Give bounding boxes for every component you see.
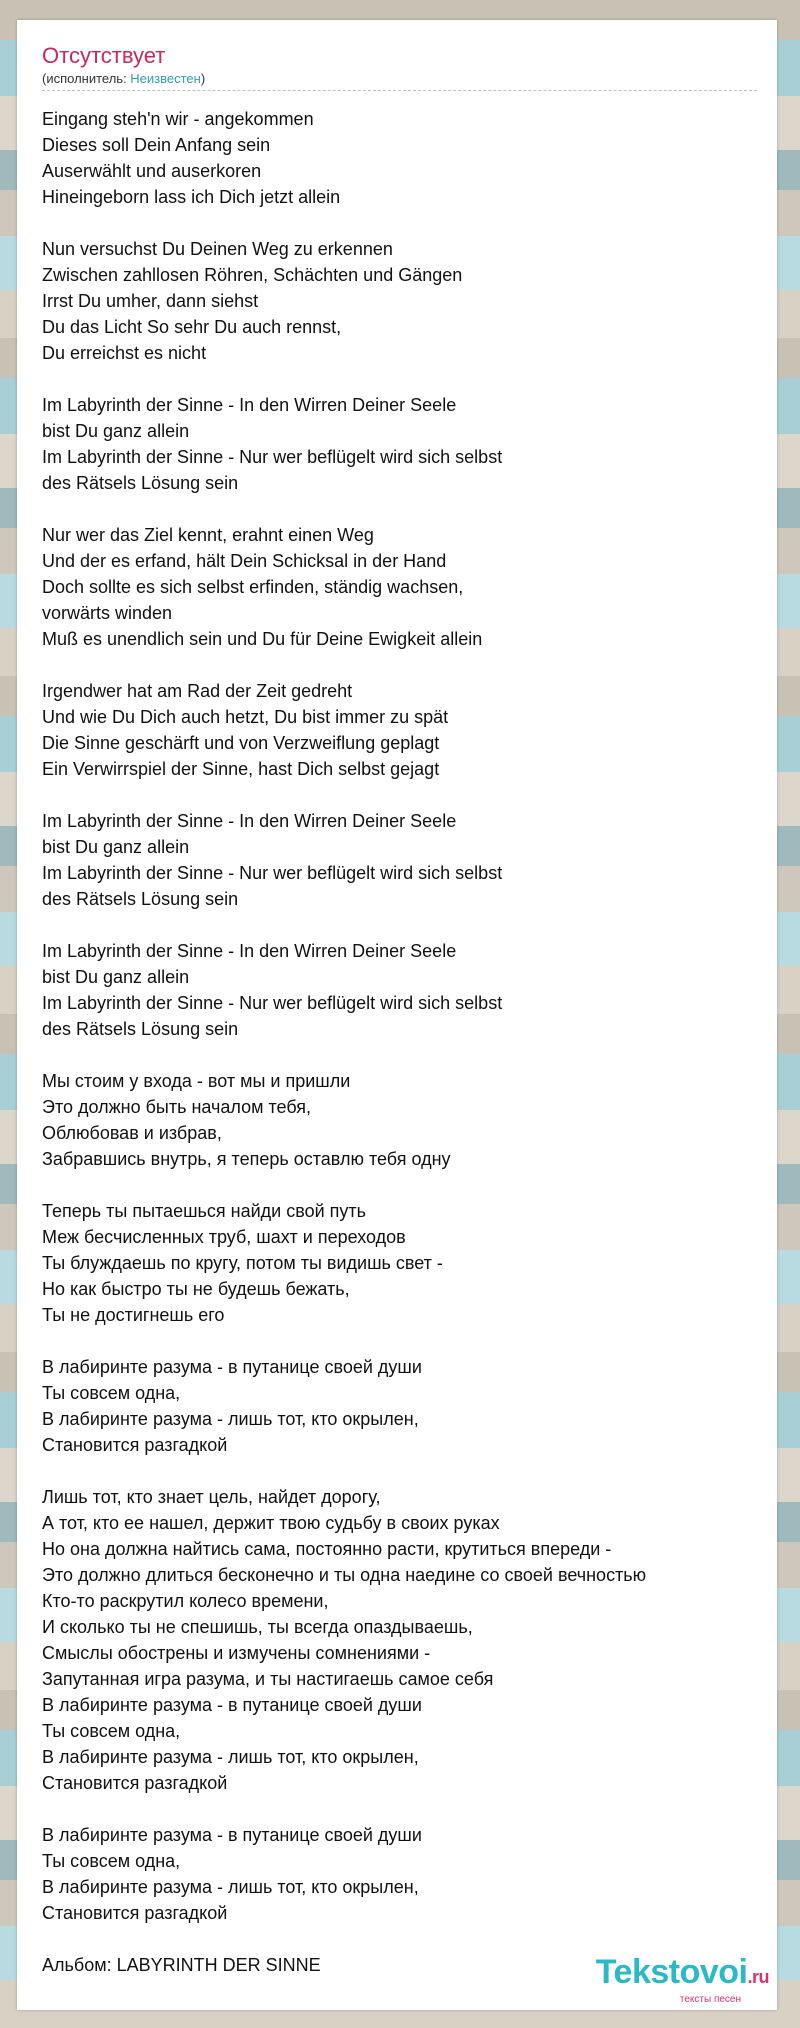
lyric-line: Im Labyrinth der Sinne - In den Wirren Deiner Seele — [42, 395, 457, 415]
lyric-line: Теперь ты пытаешься найди свой путь — [42, 1201, 366, 1221]
lyric-line: Eingang steh'n wir - angekommen — [42, 109, 314, 129]
lyric-line: Смыслы обострены и измучены сомнениями - — [42, 1643, 431, 1663]
lyric-line: des Rätsels Lösung sein — [42, 473, 239, 493]
stanza-break — [42, 1172, 762, 1198]
album-label: Альбом: — [42, 1955, 117, 1975]
artist-link[interactable]: Неизвестен — [130, 71, 201, 86]
lyric-line: Du das Licht So sehr Du auch rennst, — [42, 317, 342, 337]
lyric-line: Это должно быть началом тебя, — [42, 1097, 312, 1117]
lyric-line: Im Labyrinth der Sinne - Nur wer beflügelt wird sich selbst — [42, 993, 503, 1013]
lyric-line: Ты не достигнешь его — [42, 1305, 225, 1325]
lyric-line: Но как быстро ты не будешь бежать, — [42, 1279, 350, 1299]
lyric-line: В лабиринте разума - в путанице своей души — [42, 1695, 422, 1715]
lyric-line: В лабиринте разума - лишь тот, кто окрылен, — [42, 1409, 419, 1429]
song-header — [42, 42, 757, 91]
lyric-line: В лабиринте разума - лишь тот, кто окрылен, — [42, 1747, 419, 1767]
lyric-line: Ты блуждаешь по кругу, потом ты видишь свет - — [42, 1253, 443, 1273]
lyric-line: Меж бесчисленных труб, шахт и переходов — [42, 1227, 406, 1247]
lyric-line: Muß es unendlich sein und Du für Deine Ewigkeit allein — [42, 629, 483, 649]
lyric-line: Und der es erfand, hält Dein Schicksal in der Hand — [42, 551, 447, 571]
lyric-line: В лабиринте разума - лишь тот, кто окрылен, — [42, 1877, 419, 1897]
lyric-line: Im Labyrinth der Sinne - Nur wer beflügelt wird sich selbst — [42, 447, 503, 467]
lyric-line: Im Labyrinth der Sinne - In den Wirren Deiner Seele — [42, 811, 457, 831]
lyric-line: Кто-то раскрутил колесо времени, — [42, 1591, 329, 1611]
lyric-line: Это должно длиться бесконечно и ты одна наедине со своей вечностью — [42, 1565, 647, 1585]
lyric-line: Становится разгадкой — [42, 1435, 228, 1455]
stanza-break — [42, 652, 762, 678]
lyric-line: Im Labyrinth der Sinne - Nur wer beflügelt wird sich selbst — [42, 863, 503, 883]
site-logo[interactable] — [596, 1955, 769, 2006]
lyric-line: vorwärts winden — [42, 603, 173, 623]
lyrics-card — [17, 20, 777, 2010]
stanza-break — [42, 782, 762, 808]
lyric-line: В лабиринте разума - в путанице своей души — [42, 1825, 422, 1845]
logo-tld: .ru — [747, 1967, 769, 1987]
stanza-break — [42, 912, 762, 938]
lyric-line: Nur wer das Ziel kennt, erahnt einen Weg — [42, 525, 374, 545]
lyric-line: bist Du ganz allein — [42, 837, 190, 857]
stanza-break — [42, 1458, 762, 1484]
lyric-line: Zwischen zahllosen Röhren, Schächten und Gängen — [42, 265, 463, 285]
lyric-line: Und wie Du Dich auch hetzt, Du bist immer zu spät — [42, 707, 449, 727]
lyric-line: Dieses soll Dein Anfang sein — [42, 135, 271, 155]
lyric-line: Auserwählt und auserkoren — [42, 161, 262, 181]
lyric-line: Ты совсем одна, — [42, 1721, 181, 1741]
lyric-line: Nun versuchst Du Deinen Weg zu erkennen — [42, 239, 393, 259]
lyric-line: В лабиринте разума - в путанице своей души — [42, 1357, 422, 1377]
stanza-break — [42, 210, 762, 236]
lyric-line: Du erreichst es nicht — [42, 343, 207, 363]
lyric-line: И сколько ты не спешишь, ты всегда опаздываешь, — [42, 1617, 473, 1637]
album-line — [42, 1952, 321, 1978]
lyric-line: Ein Verwirrspiel der Sinne, hast Dich selbst gejagt — [42, 759, 440, 779]
stanza-break — [42, 366, 762, 392]
lyric-line: Становится разгадкой — [42, 1903, 228, 1923]
lyric-line: des Rätsels Lösung sein — [42, 1019, 239, 1039]
lyric-line: bist Du ganz allein — [42, 421, 190, 441]
logo-tagline: тексты песен — [679, 1994, 741, 2005]
stanza-break — [42, 1328, 762, 1354]
album-name: LABYRINTH DER SINNE — [116, 1955, 321, 1975]
lyric-line: Становится разгадкой — [42, 1773, 228, 1793]
lyric-line: bist Du ganz allein — [42, 967, 190, 987]
artist-prefix: (исполнитель: — [42, 71, 131, 86]
lyric-line: Irgendwer hat am Rad der Zeit gedreht — [42, 681, 353, 701]
logo-wordmark — [596, 1955, 769, 1994]
lyric-line: Но она должна найтись сама, постоянно расти, крутиться впереди - — [42, 1539, 612, 1559]
lyric-line: Ты совсем одна, — [42, 1851, 181, 1871]
stanza-break — [42, 1042, 762, 1068]
lyric-line: Облюбовав и избрав, — [42, 1123, 222, 1143]
artist-suffix: ) — [200, 71, 206, 86]
lyric-line: Лишь тот, кто знает цель, найдет дорогу, — [42, 1487, 381, 1507]
lyric-line: Die Sinne geschärft und von Verzweiflung geplagt — [42, 733, 440, 753]
stanza-break — [42, 1796, 762, 1822]
logo-name: Tekstovoi — [595, 1953, 748, 1991]
lyric-line: Doch sollte es sich selbst erfinden, ständig wachsen, — [42, 577, 464, 597]
lyric-line: Забравшись внутрь, я теперь оставлю тебя одну — [42, 1149, 451, 1169]
lyrics-text — [42, 106, 762, 1926]
lyric-line: Irrst Du umher, dann siehst — [42, 291, 259, 311]
lyric-line: Ты совсем одна, — [42, 1383, 181, 1403]
lyric-line: А тот, кто ее нашел, держит твою судьбу в своих руках — [42, 1513, 500, 1533]
lyric-line: Мы стоим у входа - вот мы и пришли — [42, 1071, 351, 1091]
stanza-break — [42, 496, 762, 522]
lyric-line: Im Labyrinth der Sinne - In den Wirren Deiner Seele — [42, 941, 457, 961]
artist-line — [42, 70, 757, 91]
lyric-line: Запутанная игра разума, и ты настигаешь самое себя — [42, 1669, 494, 1689]
lyric-line: des Rätsels Lösung sein — [42, 889, 239, 909]
song-title: Отсутствует — [42, 43, 166, 68]
lyric-line: Hineingeborn lass ich Dich jetzt allein — [42, 187, 341, 207]
